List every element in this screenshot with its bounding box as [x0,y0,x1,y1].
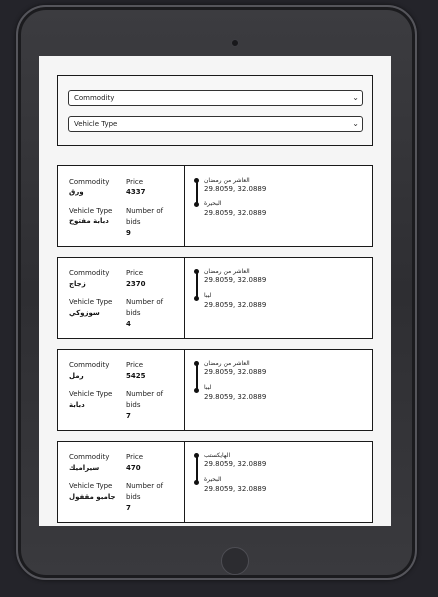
bids-label: Number of [126,390,164,398]
route-info [191,258,371,338]
destination-place: البحيرة [204,200,222,207]
bids-value: 7 [126,412,131,420]
shipment-details [58,166,185,246]
bids-label: Number of [126,482,164,490]
route-info [191,442,371,522]
commodity-value: رمل [69,372,84,380]
price-label: Price [126,361,144,369]
vehicle-type-label: Vehicle Type [69,207,113,215]
bids-label: Number of [126,298,164,306]
app-screen [39,56,391,526]
destination-coords: 29.8059, 32.0889 [204,209,267,217]
destination-coords: 29.8059, 32.0889 [204,301,267,309]
origin-place: العاشر من رمضان [204,268,250,275]
shipment-card[interactable] [57,349,373,431]
bids-value: 4 [126,320,131,328]
origin-coords: 29.8059, 32.0889 [204,276,267,284]
price-label: Price [126,269,144,277]
price-value: 4337 [126,188,146,196]
origin-place: العاشر من رمضان [204,360,250,367]
commodity-value: سيراميك [69,464,100,472]
bids-label: Number of [126,207,164,215]
route-end-dot-icon [194,388,199,393]
vehicle-type-select-label: Vehicle Type [74,120,118,128]
route-end-dot-icon [194,480,199,485]
price-label: Price [126,453,144,461]
origin-place: الهايكستب [204,452,231,459]
route-line [196,364,198,389]
vehicle-type-select[interactable] [68,116,363,132]
destination-coords: 29.8059, 32.0889 [204,485,267,493]
price-label: Price [126,178,144,186]
route-end-dot-icon [194,296,199,301]
price-value: 470 [126,464,141,472]
origin-place: العاشر من رمضان [204,177,250,184]
commodity-label: Commodity [69,361,110,369]
route-info [191,350,371,430]
origin-coords: 29.8059, 32.0889 [204,368,267,376]
commodity-label: Commodity [69,453,110,461]
shipment-card[interactable] [57,165,373,247]
commodity-label: Commodity [69,269,110,277]
vehicle-type-value: جامبو مقفول [69,493,116,501]
shipment-card[interactable] [57,441,373,523]
shipment-details [58,442,185,522]
bids-label-2: bids [126,309,141,317]
commodity-value: ورق [69,188,84,196]
home-button[interactable] [221,547,249,575]
vehicle-type-label: Vehicle Type [69,390,113,398]
price-value: 5425 [126,372,146,380]
price-value: 2370 [126,280,146,288]
route-end-dot-icon [194,202,199,207]
commodity-value: زجاج [69,280,86,288]
bids-label-2: bids [126,218,141,226]
bids-label-2: bids [126,493,141,501]
commodity-label: Commodity [69,178,110,186]
route-line [196,456,198,481]
vehicle-type-value: سوزوكي [69,309,100,317]
destination-place: ليبا [204,384,212,391]
route-line [196,272,198,297]
route-line [196,181,198,203]
vehicle-type-value: دبابة مفتوح [69,217,109,225]
shipment-details [58,350,185,430]
chevron-down-icon: ⌄ [352,119,359,128]
destination-place: البحيرة [204,476,222,483]
origin-coords: 29.8059, 32.0889 [204,460,267,468]
destination-place: ليبا [204,292,212,299]
route-info [191,166,371,246]
shipment-details [58,258,185,338]
bids-value: 9 [126,229,131,237]
destination-coords: 29.8059, 32.0889 [204,393,267,401]
bids-value: 7 [126,504,131,512]
chevron-down-icon: ⌄ [352,93,359,102]
commodity-select-label: Commodity [74,94,115,102]
shipment-card[interactable] [57,257,373,339]
filter-panel [57,75,373,146]
vehicle-type-value: دبابة [69,401,85,409]
commodity-select[interactable] [68,90,363,106]
origin-coords: 29.8059, 32.0889 [204,185,267,193]
camera-icon [231,39,239,47]
bids-label-2: bids [126,401,141,409]
vehicle-type-label: Vehicle Type [69,482,113,490]
vehicle-type-label: Vehicle Type [69,298,113,306]
